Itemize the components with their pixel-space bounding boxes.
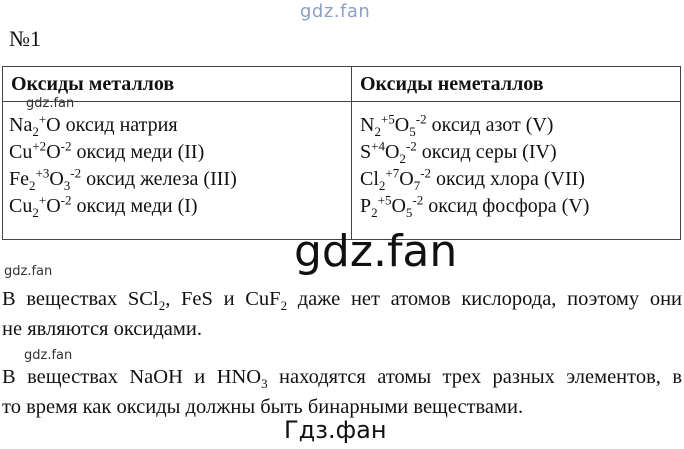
oxidation-state: -2 <box>60 192 72 208</box>
element-symbol: O <box>49 168 64 190</box>
oxidation-state: +5 <box>380 111 395 127</box>
paragraph-2-line-2: то время как оксиды должны быть бинарными веществами. <box>2 396 524 418</box>
oxidation-state: -2 <box>405 138 417 154</box>
oxides-table <box>2 66 681 240</box>
oxide-name: оксид серы (IV) <box>416 141 557 163</box>
oxidation-state: -2 <box>70 165 82 181</box>
paragraph-1 <box>2 284 682 344</box>
element-symbol: S <box>360 141 372 163</box>
subscript: 7 <box>413 178 421 193</box>
header-metal-oxides: Оксиды металлов <box>3 67 352 102</box>
element-symbol: O <box>46 114 61 136</box>
metal-oxides-list <box>3 102 351 220</box>
task-number: №1 <box>9 26 41 51</box>
oxidation-state: +5 <box>377 192 392 208</box>
paragraph-1-text-a: В веществах SCl <box>2 288 159 310</box>
element-symbol: Cu <box>9 141 33 163</box>
paragraph-1-text-c: даже нет атомов кислорода, поэтому они <box>287 288 683 310</box>
element-symbol: Na <box>9 114 33 136</box>
paragraph-2-line-1 <box>2 362 682 392</box>
oxidation-state: + <box>38 111 47 127</box>
element-symbol: O <box>394 114 410 136</box>
oxide-row <box>9 139 351 166</box>
oxide-name: оксид меди (I) <box>71 195 198 217</box>
subscript: 5 <box>405 205 413 220</box>
subscript: 3 <box>63 178 71 193</box>
element-symbol: Cu <box>9 195 33 217</box>
paragraph-2-text-a: В веществах NaOH и HNO <box>2 366 262 388</box>
element-symbol: N <box>360 114 375 136</box>
paragraph-1-line-2: не являются оксидами. <box>2 318 202 340</box>
paragraph-2 <box>2 362 682 422</box>
oxidation-state: +2 <box>32 138 47 154</box>
oxide-row <box>9 193 351 220</box>
oxidation-state: -2 <box>412 192 424 208</box>
element-symbol: O <box>46 141 61 163</box>
oxide-name: оксид меди (II) <box>71 141 205 163</box>
subscript: 2 <box>371 205 378 220</box>
table-header-row <box>3 67 681 102</box>
element-symbol: P <box>360 195 372 217</box>
subscript: 2 <box>399 151 406 166</box>
watermark-big: gdz.fan <box>294 226 458 277</box>
watermark-bottom: Гдз.фан <box>284 416 387 444</box>
table-body-row <box>3 102 681 240</box>
nonmetal-oxides-list <box>352 102 680 220</box>
oxidation-state: +4 <box>371 138 385 154</box>
paragraph-1-sub-b: 2 <box>280 298 288 314</box>
oxide-row <box>9 112 351 139</box>
oxide-row <box>360 193 680 220</box>
oxidation-state: +3 <box>35 165 50 181</box>
metal-oxides-cell <box>3 102 352 240</box>
element-symbol: Fe <box>9 168 29 190</box>
header-nonmetal-oxides: Оксиды неметаллов <box>352 67 681 102</box>
oxidation-state: + <box>38 192 47 208</box>
oxide-row <box>360 166 680 193</box>
subscript: 2 <box>374 124 381 139</box>
element-symbol: O <box>46 195 61 217</box>
oxide-name: оксид хлора (VII) <box>431 168 585 190</box>
oxide-row <box>360 112 680 139</box>
paragraph-2-sub-a: 3 <box>261 376 268 392</box>
watermark-para1: gdz.fan <box>4 264 53 279</box>
oxide-row <box>9 166 351 193</box>
oxide-row <box>360 139 680 166</box>
oxide-name: оксид фосфора (V) <box>423 195 590 217</box>
nonmetal-oxides-cell <box>352 102 681 240</box>
watermark-para2: gdz.fan <box>24 348 73 363</box>
subscript: 2 <box>378 178 386 193</box>
paragraph-2-text-b: находятся атомы трех разных элементов, в <box>267 366 682 388</box>
element-symbol: O <box>384 141 400 163</box>
subscript: 2 <box>29 178 36 193</box>
subscript: 2 <box>32 205 39 220</box>
paragraph-1-sub-a: 2 <box>158 298 166 314</box>
oxidation-state: -2 <box>60 138 72 154</box>
subscript: 2 <box>32 124 39 139</box>
watermark-top: gdz.fan <box>300 1 371 22</box>
paragraph-1-text-b: , FeS и CuF <box>165 288 281 310</box>
oxide-name: оксид железа (III) <box>81 168 237 190</box>
oxidation-state: -2 <box>420 165 432 181</box>
oxidation-state: +7 <box>385 165 400 181</box>
element-symbol: O <box>391 195 406 217</box>
element-symbol: Cl <box>360 168 379 190</box>
oxidation-state: -2 <box>415 111 427 127</box>
subscript: 5 <box>409 124 416 139</box>
oxide-name: оксид азот (V) <box>426 114 554 136</box>
oxide-name: оксид натрия <box>60 114 178 136</box>
watermark-table: gdz.fan <box>26 96 75 111</box>
paragraph-1-line-1 <box>2 284 682 314</box>
element-symbol: O <box>399 168 414 190</box>
